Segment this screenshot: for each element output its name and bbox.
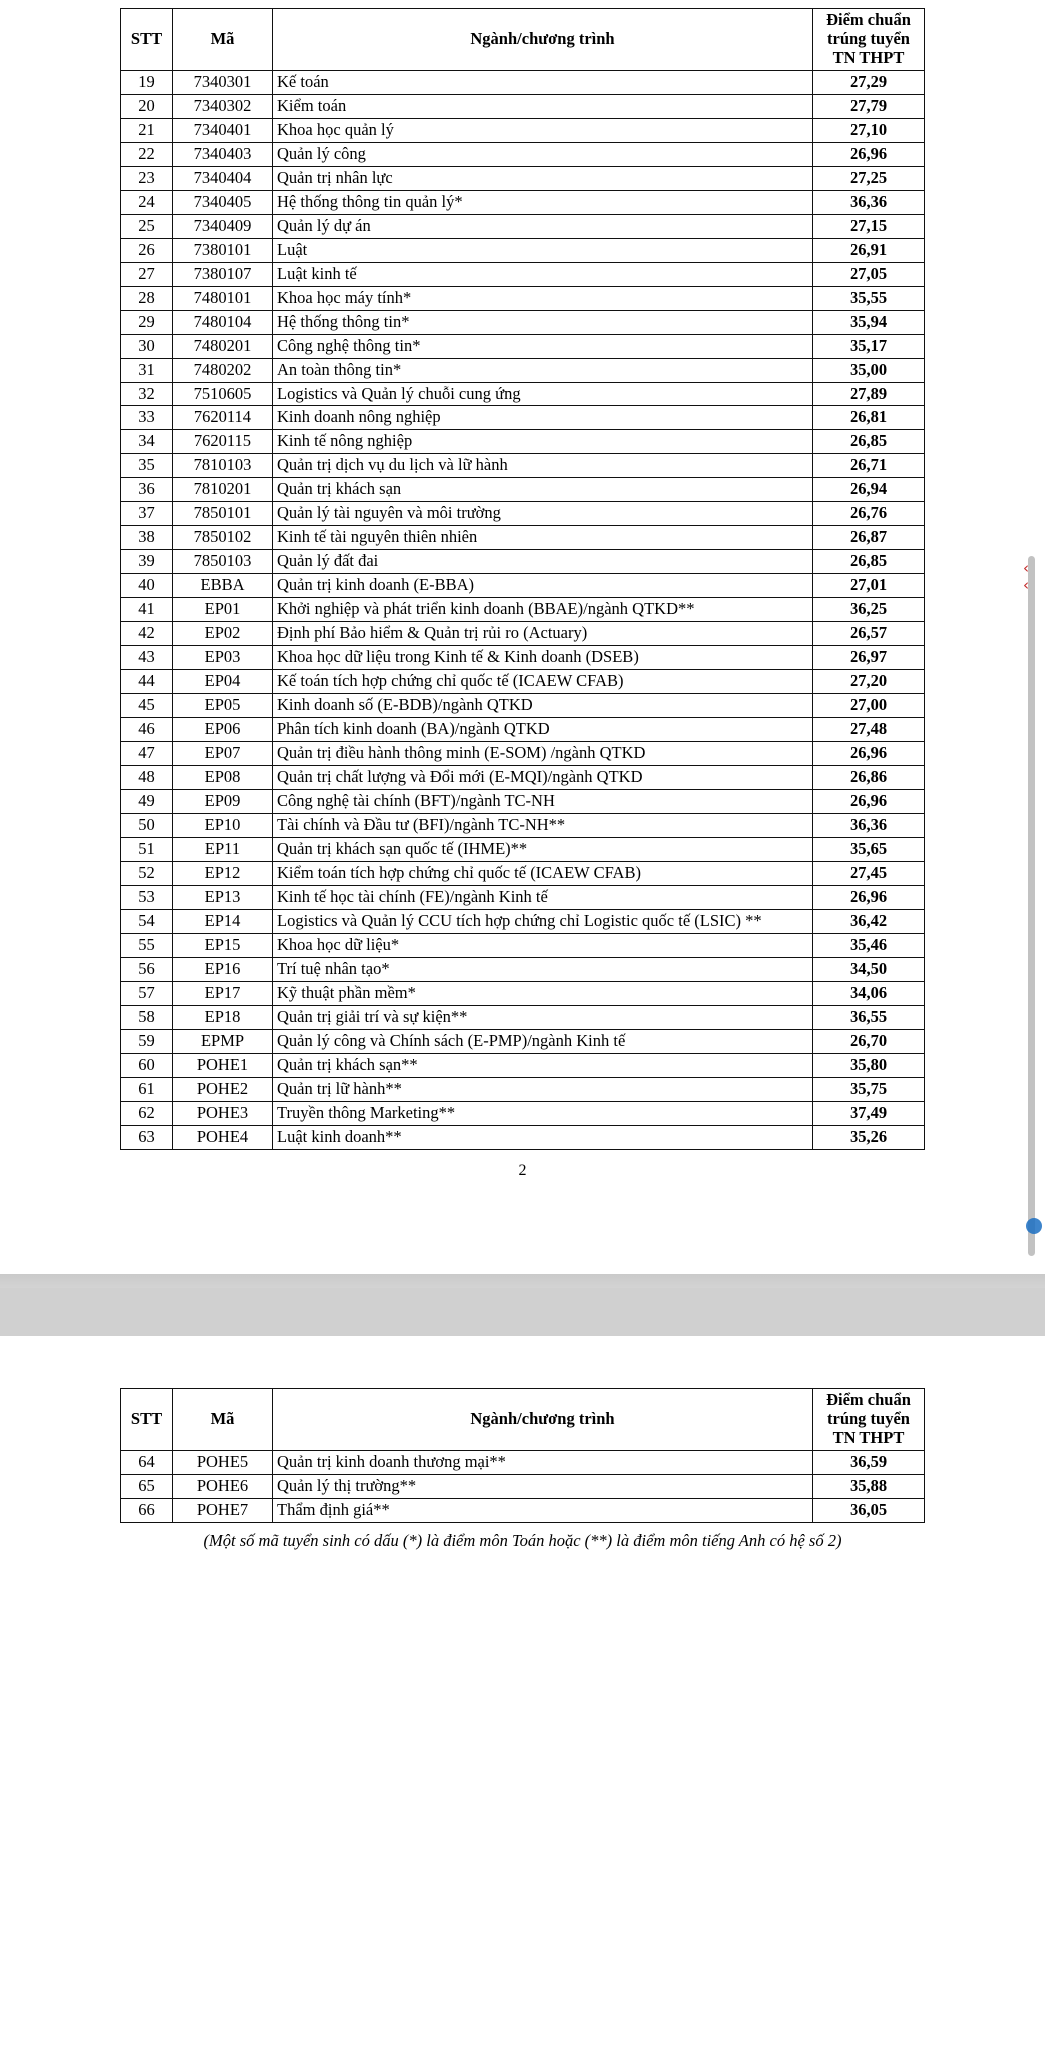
cell-program: Kỹ thuật phần mềm* [273,981,813,1005]
page-separator [0,1274,1045,1336]
cell-score: 26,57 [813,622,925,646]
cell-stt: 49 [121,789,173,813]
cell-score: 27,10 [813,118,925,142]
cell-stt: 33 [121,406,173,430]
cell-stt: 29 [121,310,173,334]
table-row [121,502,925,526]
cell-score: 26,87 [813,526,925,550]
table-row [121,1474,925,1498]
admission-scores-table-part1 [120,8,925,1150]
cell-stt: 63 [121,1125,173,1149]
cell-program: Quản trị khách sạn quốc tế (IHME)** [273,837,813,861]
cell-program: Quản trị kinh doanh (E-BBA) [273,574,813,598]
cell-stt: 54 [121,909,173,933]
cell-stt: 20 [121,94,173,118]
cell-score: 26,85 [813,430,925,454]
cell-code: 7510605 [173,382,273,406]
cell-program: Logistics và Quản lý CCU tích hợp chứng chỉ Logistic quốc tế (LSIC) ** [273,909,813,933]
scrollbar[interactable] [1028,556,1035,1256]
cell-code: 7380101 [173,238,273,262]
cell-code: EP14 [173,909,273,933]
cell-code: 7340302 [173,94,273,118]
table-row [121,310,925,334]
cell-program: Khởi nghiệp và phát triển kinh doanh (BBAE)/ngành QTKD** [273,598,813,622]
cell-program: Kế toán [273,70,813,94]
column-header-code: Mã [173,1389,273,1451]
edge-mark-icon: ‹ [1023,559,1029,577]
cell-program: Quản trị chất lượng và Đổi mới (E-MQI)/ngành QTKD [273,766,813,790]
cell-code: EP05 [173,694,273,718]
column-header-score: Điểm chuẩn trúng tuyển TN THPT [813,1389,925,1451]
cell-code: EP06 [173,718,273,742]
table-row [121,598,925,622]
cell-stt: 44 [121,670,173,694]
column-header-program: Ngành/chương trình [273,1389,813,1451]
cell-program: Kế toán tích hợp chứng chỉ quốc tế (ICAEW CFAB) [273,670,813,694]
cell-score: 35,88 [813,1474,925,1498]
table-row [121,118,925,142]
cell-stt: 62 [121,1101,173,1125]
cell-score: 26,96 [813,789,925,813]
cell-stt: 58 [121,1005,173,1029]
cell-stt: 42 [121,622,173,646]
cell-score: 36,25 [813,598,925,622]
cell-program: Quản trị điều hành thông minh (E-SOM) /ngành QTKD [273,742,813,766]
cell-program: Kinh tế tài nguyên thiên nhiên [273,526,813,550]
cell-code: 7620115 [173,430,273,454]
cell-program: Khoa học dữ liệu trong Kinh tế & Kinh doanh (DSEB) [273,646,813,670]
cell-stt: 57 [121,981,173,1005]
cell-score: 35,94 [813,310,925,334]
cell-code: POHE3 [173,1101,273,1125]
page-number: 2 [518,1161,527,1179]
cell-code: 7850102 [173,526,273,550]
cell-code: EP07 [173,742,273,766]
cell-score: 27,79 [813,94,925,118]
cell-program: Quản trị khách sạn** [273,1053,813,1077]
cell-code: 7340409 [173,214,273,238]
cell-stt: 28 [121,286,173,310]
cell-score: 34,06 [813,981,925,1005]
cell-code: 7340404 [173,166,273,190]
table-header-row [121,9,925,71]
cell-program: Luật kinh doanh** [273,1125,813,1149]
cell-code: 7810103 [173,454,273,478]
cell-score: 35,46 [813,933,925,957]
table-row [121,957,925,981]
cell-score: 27,48 [813,718,925,742]
cell-program: Hệ thống thông tin* [273,310,813,334]
table-row [121,574,925,598]
cell-code: EP08 [173,766,273,790]
cell-code: 7480201 [173,334,273,358]
cell-stt: 52 [121,861,173,885]
cell-code: EP12 [173,861,273,885]
cell-stt: 65 [121,1474,173,1498]
cell-code: EP15 [173,933,273,957]
cell-score: 26,96 [813,142,925,166]
cell-score: 36,36 [813,813,925,837]
cell-code: 7340403 [173,142,273,166]
cell-score: 26,96 [813,742,925,766]
cell-program: Khoa học quản lý [273,118,813,142]
cell-program: Kiểm toán [273,94,813,118]
cell-program: Kiểm toán tích hợp chứng chỉ quốc tế (ICAEW CFAB) [273,861,813,885]
cell-score: 35,65 [813,837,925,861]
cell-program: Thẩm định giá** [273,1498,813,1522]
cell-stt: 40 [121,574,173,598]
cell-stt: 31 [121,358,173,382]
cell-stt: 27 [121,262,173,286]
cell-score: 26,70 [813,1029,925,1053]
cell-program: Kinh doanh nông nghiệp [273,406,813,430]
table-header-row [121,1389,925,1451]
cell-program: Tài chính và Đầu tư (BFI)/ngành TC-NH** [273,813,813,837]
table-row [121,837,925,861]
cell-stt: 45 [121,694,173,718]
cell-stt: 30 [121,334,173,358]
table-row [121,1029,925,1053]
table-row [121,166,925,190]
cell-score: 36,55 [813,1005,925,1029]
cell-score: 26,76 [813,502,925,526]
cell-program: Công nghệ tài chính (BFT)/ngành TC-NH [273,789,813,813]
cell-score: 35,00 [813,358,925,382]
cell-program: An toàn thông tin* [273,358,813,382]
table-row [121,142,925,166]
table-row [121,622,925,646]
cell-code: EP02 [173,622,273,646]
cell-score: 26,71 [813,454,925,478]
table-row [121,718,925,742]
table-row [121,406,925,430]
cell-stt: 26 [121,238,173,262]
cell-score: 36,59 [813,1450,925,1474]
cell-stt: 56 [121,957,173,981]
table-row [121,94,925,118]
table-row [121,1101,925,1125]
cell-program: Quản trị lữ hành** [273,1077,813,1101]
cell-code: 7810201 [173,478,273,502]
cell-code: EP09 [173,789,273,813]
cell-program: Quản trị kinh doanh thương mại** [273,1450,813,1474]
cell-code: EP13 [173,885,273,909]
cell-stt: 32 [121,382,173,406]
cell-score: 26,94 [813,478,925,502]
table-row [121,190,925,214]
cell-code: 7850101 [173,502,273,526]
cell-program: Trí tuệ nhân tạo* [273,957,813,981]
table-row [121,1053,925,1077]
cell-stt: 46 [121,718,173,742]
footnote: (Một số mã tuyển sinh có dấu (*) là điểm môn Toán hoặc (**) là điểm môn tiếng Anh có hệ số 2) [203,1530,842,1550]
cell-stt: 43 [121,646,173,670]
cell-program: Khoa học máy tính* [273,286,813,310]
table-row [121,262,925,286]
cell-score: 26,97 [813,646,925,670]
cell-code: 7620114 [173,406,273,430]
cell-stt: 36 [121,478,173,502]
table-row [121,933,925,957]
table-row [121,1005,925,1029]
edge-annotation-marks [1023,560,1039,593]
cell-stt: 48 [121,766,173,790]
cell-stt: 41 [121,598,173,622]
cell-score: 36,36 [813,190,925,214]
cell-code: EP18 [173,1005,273,1029]
table-row [121,214,925,238]
cell-score: 26,85 [813,550,925,574]
cell-score: 34,50 [813,957,925,981]
cell-stt: 53 [121,885,173,909]
cell-stt: 38 [121,526,173,550]
cell-program: Quản lý công và Chính sách (E-PMP)/ngành Kinh tế [273,1029,813,1053]
cell-program: Quản trị dịch vụ du lịch và lữ hành [273,454,813,478]
edge-mark-icon: ‹ [1023,575,1029,594]
table-row [121,238,925,262]
cell-stt: 25 [121,214,173,238]
cell-code: EP10 [173,813,273,837]
cell-code: POHE4 [173,1125,273,1149]
cell-code: EP17 [173,981,273,1005]
cell-stt: 55 [121,933,173,957]
cell-code: 7480101 [173,286,273,310]
cell-score: 36,05 [813,1498,925,1522]
cell-program: Định phí Bảo hiểm & Quản trị rủi ro (Actuary) [273,622,813,646]
cell-score: 35,55 [813,286,925,310]
cell-program: Khoa học dữ liệu* [273,933,813,957]
cell-code: EP16 [173,957,273,981]
cell-stt: 39 [121,550,173,574]
column-header-score: Điểm chuẩn trúng tuyển TN THPT [813,9,925,71]
cell-program: Quản lý thị trường** [273,1474,813,1498]
cell-score: 35,80 [813,1053,925,1077]
cell-code: 7340301 [173,70,273,94]
cell-program: Quản lý tài nguyên và môi trường [273,502,813,526]
cell-code: EP11 [173,837,273,861]
table-row [121,478,925,502]
cell-score: 27,20 [813,670,925,694]
column-header-stt: STT [121,1389,173,1451]
cell-code: EP01 [173,598,273,622]
cell-stt: 61 [121,1077,173,1101]
cell-score: 37,49 [813,1101,925,1125]
table-row [121,885,925,909]
cell-stt: 59 [121,1029,173,1053]
cell-stt: 24 [121,190,173,214]
cell-code: POHE7 [173,1498,273,1522]
cell-score: 27,01 [813,574,925,598]
cell-program: Kinh doanh số (E-BDB)/ngành QTKD [273,694,813,718]
cell-program: Truyền thông Marketing** [273,1101,813,1125]
cell-code: POHE1 [173,1053,273,1077]
cell-score: 27,45 [813,861,925,885]
column-header-code: Mã [173,9,273,71]
table-row [121,766,925,790]
cell-code: EP04 [173,670,273,694]
cell-stt: 34 [121,430,173,454]
table-row [121,909,925,933]
table-row [121,430,925,454]
cell-stt: 64 [121,1450,173,1474]
cell-score: 27,25 [813,166,925,190]
cell-program: Quản lý dự án [273,214,813,238]
cell-program: Quản lý công [273,142,813,166]
table-row [121,286,925,310]
cell-score: 27,89 [813,382,925,406]
cell-stt: 47 [121,742,173,766]
cell-code: POHE2 [173,1077,273,1101]
cell-program: Hệ thống thông tin quản lý* [273,190,813,214]
cell-code: 7380107 [173,262,273,286]
table-row [121,334,925,358]
table-row [121,813,925,837]
table-row [121,1450,925,1474]
cell-stt: 37 [121,502,173,526]
cell-score: 35,26 [813,1125,925,1149]
table-row [121,694,925,718]
cell-score: 27,05 [813,262,925,286]
table-row [121,382,925,406]
cell-program: Quản trị giải trí và sự kiện** [273,1005,813,1029]
table-row [121,1077,925,1101]
table-row [121,742,925,766]
cell-stt: 22 [121,142,173,166]
cell-code: POHE6 [173,1474,273,1498]
cell-stt: 21 [121,118,173,142]
cell-score: 26,81 [813,406,925,430]
table-row [121,526,925,550]
table-row [121,1125,925,1149]
cell-program: Luật kinh tế [273,262,813,286]
column-header-program: Ngành/chương trình [273,9,813,71]
cell-score: 35,75 [813,1077,925,1101]
cell-score: 36,42 [813,909,925,933]
cell-program: Kinh tế nông nghiệp [273,430,813,454]
table-row [121,789,925,813]
table-row [121,861,925,885]
cell-stt: 23 [121,166,173,190]
cell-score: 27,00 [813,694,925,718]
cell-score: 35,17 [813,334,925,358]
cell-score: 27,15 [813,214,925,238]
cell-program: Quản trị khách sạn [273,478,813,502]
blue-dot-icon [1026,1218,1042,1234]
cell-program: Công nghệ thông tin* [273,334,813,358]
cell-score: 26,91 [813,238,925,262]
document-sheet-page-3 [0,1336,1045,2048]
cell-score: 27,29 [813,70,925,94]
cell-code: 7340405 [173,190,273,214]
cell-code: POHE5 [173,1450,273,1474]
cell-score: 26,96 [813,885,925,909]
cell-program: Luật [273,238,813,262]
table-row [121,981,925,1005]
table-row [121,70,925,94]
cell-code: EP03 [173,646,273,670]
cell-stt: 66 [121,1498,173,1522]
cell-score: 26,86 [813,766,925,790]
cell-code: EBBA [173,574,273,598]
admission-scores-table-part2 [120,1388,925,1523]
cell-program: Quản lý đất đai [273,550,813,574]
cell-program: Quản trị nhân lực [273,166,813,190]
cell-code: EPMP [173,1029,273,1053]
cell-stt: 50 [121,813,173,837]
cell-program: Phân tích kinh doanh (BA)/ngành QTKD [273,718,813,742]
cell-program: Logistics và Quản lý chuỗi cung ứng [273,382,813,406]
table-row [121,454,925,478]
table-row [121,1498,925,1522]
table-row [121,646,925,670]
cell-stt: 19 [121,70,173,94]
table-row [121,550,925,574]
table-row [121,670,925,694]
column-header-stt: STT [121,9,173,71]
cell-stt: 51 [121,837,173,861]
cell-stt: 35 [121,454,173,478]
cell-code: 7480202 [173,358,273,382]
cell-stt: 60 [121,1053,173,1077]
cell-code: 7850103 [173,550,273,574]
table-row [121,358,925,382]
cell-code: 7340401 [173,118,273,142]
cell-code: 7480104 [173,310,273,334]
cell-program: Kinh tế học tài chính (FE)/ngành Kinh tế [273,885,813,909]
